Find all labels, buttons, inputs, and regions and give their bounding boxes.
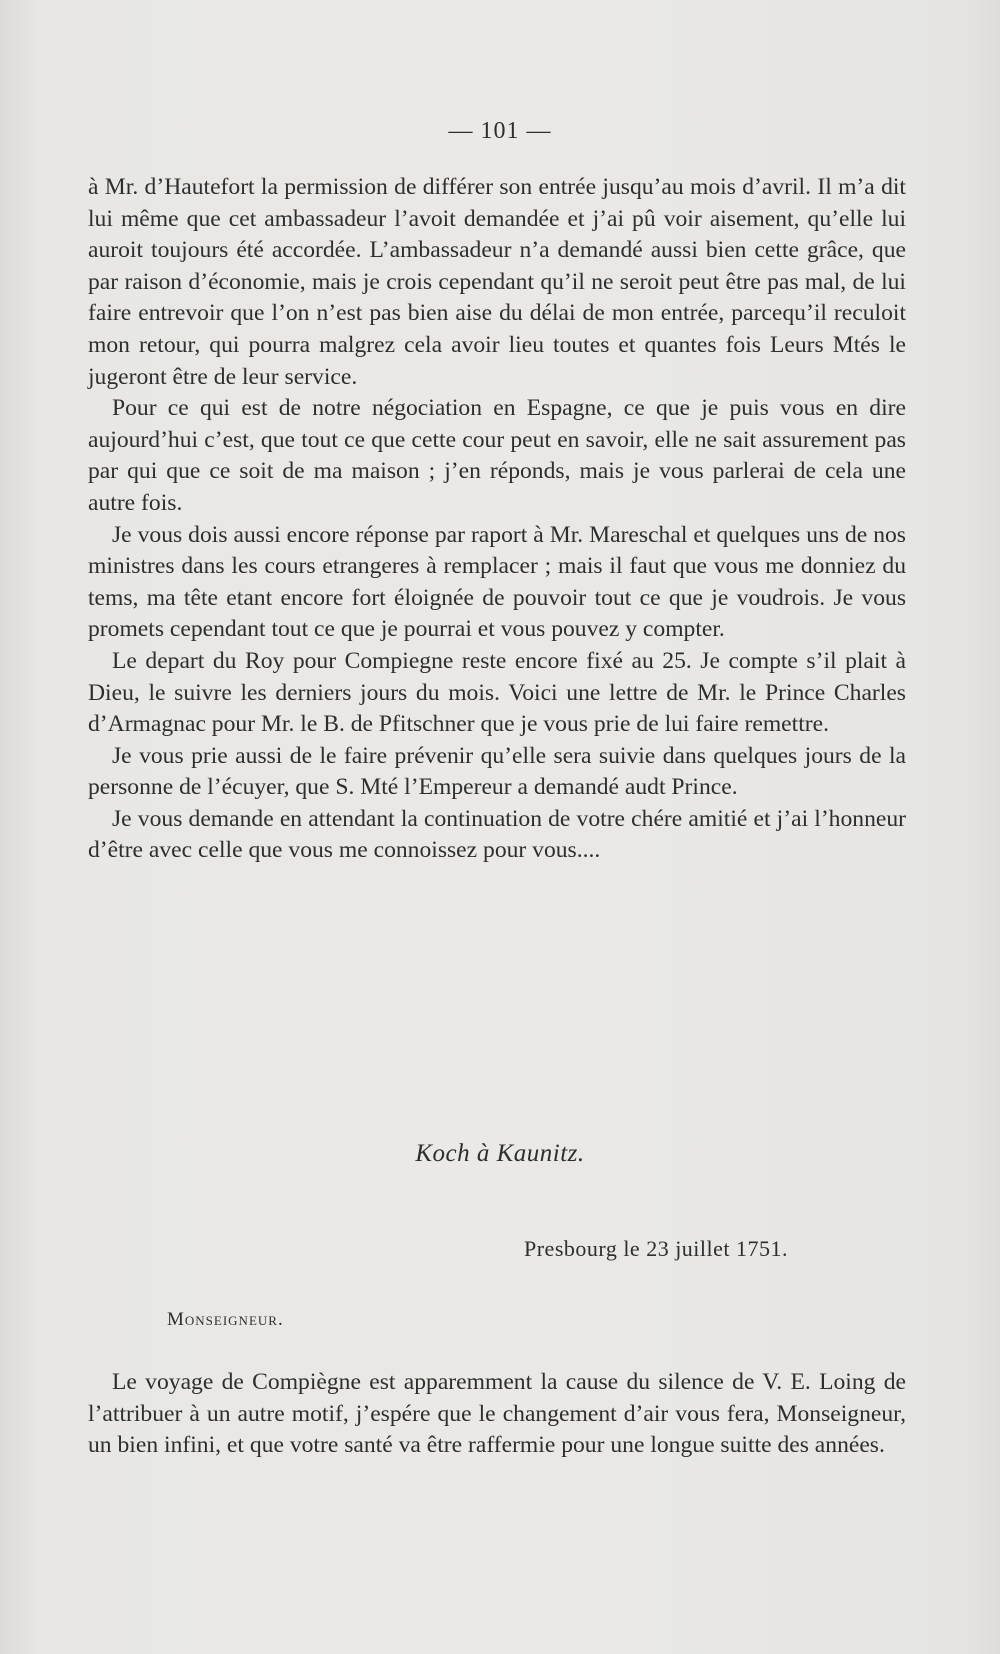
paragraph: Le voyage de Compiègne est apparemment la cause du silence de V. E. Loing de l’attribuer à un autre motif, j’espére que le changement d’air vous fera, Monseigneur, un bien infini, et que votre santé va être raffermie pour une longue suitte des années. (88, 1369, 906, 1459)
paragraph: Pour ce qui est de notre négociation en Espagne, ce que je puis vous en dire aujourd’hui c’est, que tout ce que cette cour peut en savoir, elle ne sait assurement pas par qui que ce soit de ma maison ; j’en réponds, mais je vous parlerai de cela une autre fois. (88, 395, 906, 516)
paragraph: Le depart du Roy pour Compiegne reste encore fixé au 25. Je compte s’il plait à Dieu, le suivre les derniers jours du mois. Voici une lettre de Mr. le Prince Charles d’Armagnac pour Mr. le B. de Pfitschner que je vous prie de lui faire remettre. (88, 647, 906, 738)
letter-body-new (88, 1367, 906, 1462)
paragraph: Je vous prie aussi de le faire prévenir qu’elle sera suivie dans quelques jours de la personne de l’écuyer, que S. Mté l’Empereur a demandé audt Prince. (88, 742, 906, 801)
paragraph: Je vous demande en attendant la continuation de votre chére amitié et j’ai l’honneur d’être avec celle que vous me connoissez pour vous.... (88, 805, 906, 864)
letter-body-previous (88, 172, 906, 867)
paragraph: à Mr. d’Hautefort la permission de différer son entrée jusqu’au mois d’avril. Il m’a dit lui même que cet ambassadeur l’avoit demandée et j’ai pû voir aisement, qu’elle lui auroit toujours été accordée. L’ambassadeur n’a demandé aussi bien cette grâce, que par raison d’économie, mais je crois cependant qu’il ne seroit peut être pas mal, de lui faire entrevoir que l’on n’est pas bien aise du délai de mon entrée, parcequ’il reculoit mon retour, qui pourra malgrez cela avoir lieu toutes et quantes fois Leurs Mtés le jugeront être de leur service. (88, 174, 906, 390)
salutation: Monseigneur. (167, 1309, 284, 1330)
letter-heading: Koch à Kaunitz. (415, 1140, 585, 1167)
dateline: Presbourg le 23 juillet 1751. (524, 1236, 789, 1261)
page-number: — 101 — (448, 118, 552, 144)
paragraph: Je vous dois aussi encore réponse par raport à Mr. Mareschal et quelques uns de nos ministres dans les cours etrangeres à remplacer ; mais il faut que vous me donniez du tems, ma tête etant encore fort éloignée de pouvoir tout ce que je voudrois. Je vous promets cependant tout ce que je pourrai et vous pouvez y compter. (88, 521, 906, 643)
